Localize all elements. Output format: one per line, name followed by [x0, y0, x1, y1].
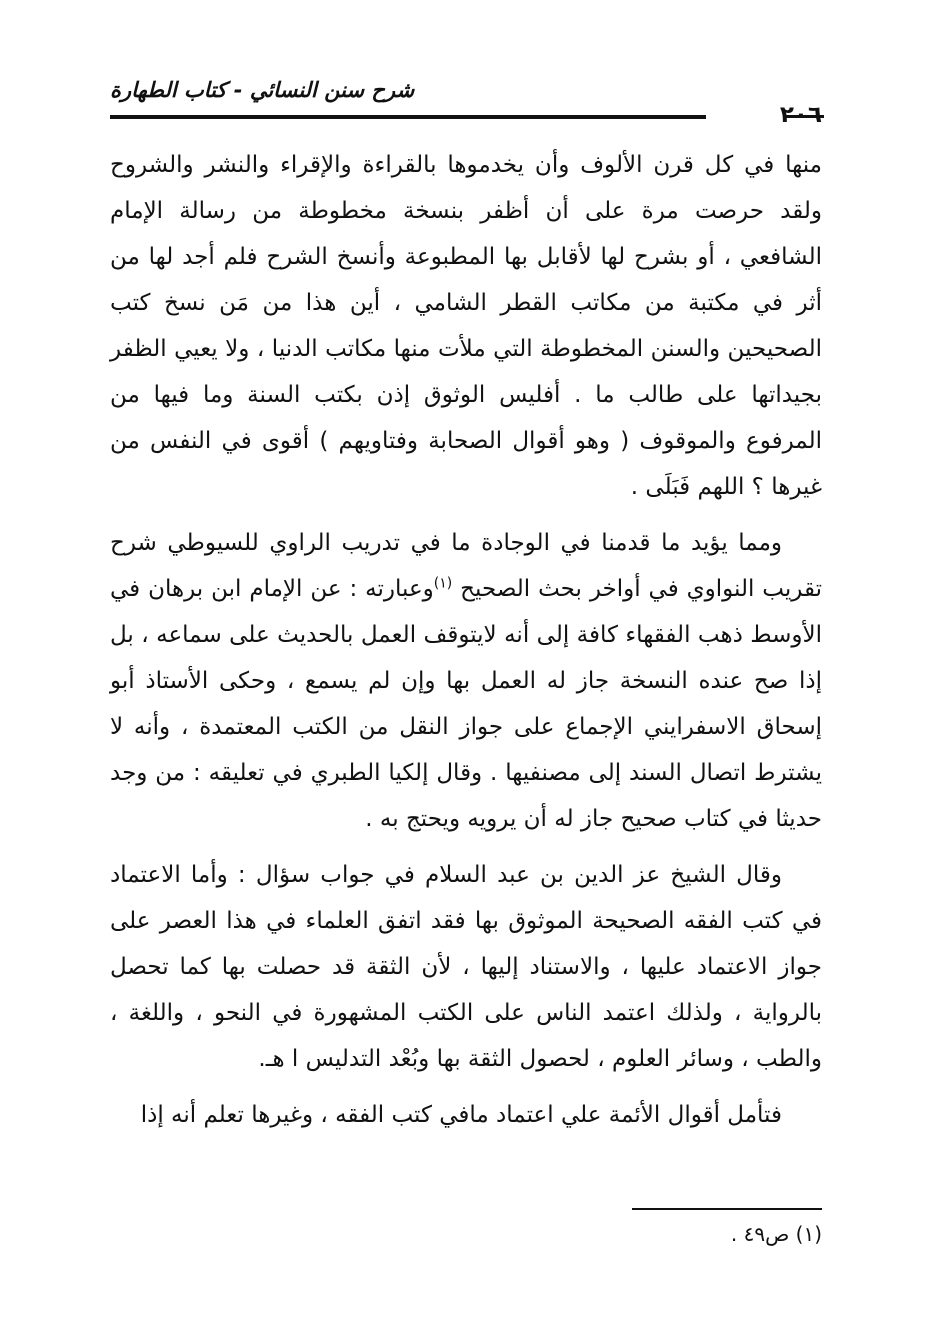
paragraph-2-end: وعبارته : عن الإمام ابن برهان في الأوسط ذهب الفقهاء كافة إلى أنه لايتوقف العمل بالحديث على سماعه ، بل إذا صح عنده النسخة جاز له العمل بها وإن لم يسمع ، وحكى الأستاذ أبو إسحاق الاسفرايني الإجماع على جواز النقل من الكتب المعتمدة ، وأنه لا يشترط اتصال السند إلى مصنفيها . وقال إلكيا الطبري في تعليقه : من وجد حديثا في كتاب صحيح جاز له أن يرويه ويحتج به . — [110, 576, 822, 832]
running-head — [110, 76, 824, 106]
paragraph-3: وقال الشيخ عز الدين بن عبد السلام في جواب سؤال : وأما الاعتماد في كتب الفقه الصحيحة الموثوق بها فقد اتفق العلماء في هذا العصر على جواز الاعتماد عليها ، والاستناد إليها ، لأن الثقة قد حصلت بها كما تحصل بالرواية ، ولذلك اعتمد الناس على الكتب المشهورة في النحو ، واللغة ، والطب ، وسائر العلوم ، لحصول الثقة بها وبُعْد التدليس ا هـ. — [110, 862, 822, 1072]
footnote-rule — [632, 1208, 822, 1210]
paragraph-2 — [110, 520, 822, 842]
paragraph-1: منها في كل قرن الألوف وأن يخدموها بالقراءة والإقراء والنشر والشروح ولقد حرصت مرة على أن أظفر بنسخة مخطوطة من رسالة الإمام الشافعي ، أو بشرح لها لأقابل بها المطبوعة وأنسخ الشرح فلم أجد لها من أثر في مكتبة من مكاتب القطر الشامي ، أين هذا من مَن نسخ كتب الصحيحين والسنن المخطوطة التي ملأت منها مكاتب الدنيا ، ولا يعيي الظفر بجيداتها على طالب ما . أفليس الوثوق إذن بكتب السنة وما فيها من المرفوع والموقوف ( وهو أقوال الصحابة وفتاويهم ) أقوى في النفس من غيرها ؟ اللهم فَبَلَى . — [110, 152, 822, 500]
body-text — [110, 142, 822, 1148]
page-number-dash — [786, 115, 824, 118]
paragraph-4: فتأمل أقوال الأئمة علي اعتماد مافي كتب الفقه ، وغيرها تعلم أنه إذا — [140, 1102, 782, 1128]
page-number: ٢٠٦ — [779, 102, 822, 128]
footnote-marker: (١) — [433, 575, 453, 592]
header-rule — [110, 115, 706, 119]
paragraph-2-start: ومما يؤيد ما قدمنا في الوجادة ما في تدريب الراوي للسيوطي شرح تقريب النواوي في أواخر بحث الصحيح — [110, 530, 822, 602]
running-title: شرح سنن النسائي - كتاب الطهارة — [110, 78, 415, 102]
footnote: (١) ص٤٩ . — [730, 1222, 822, 1246]
